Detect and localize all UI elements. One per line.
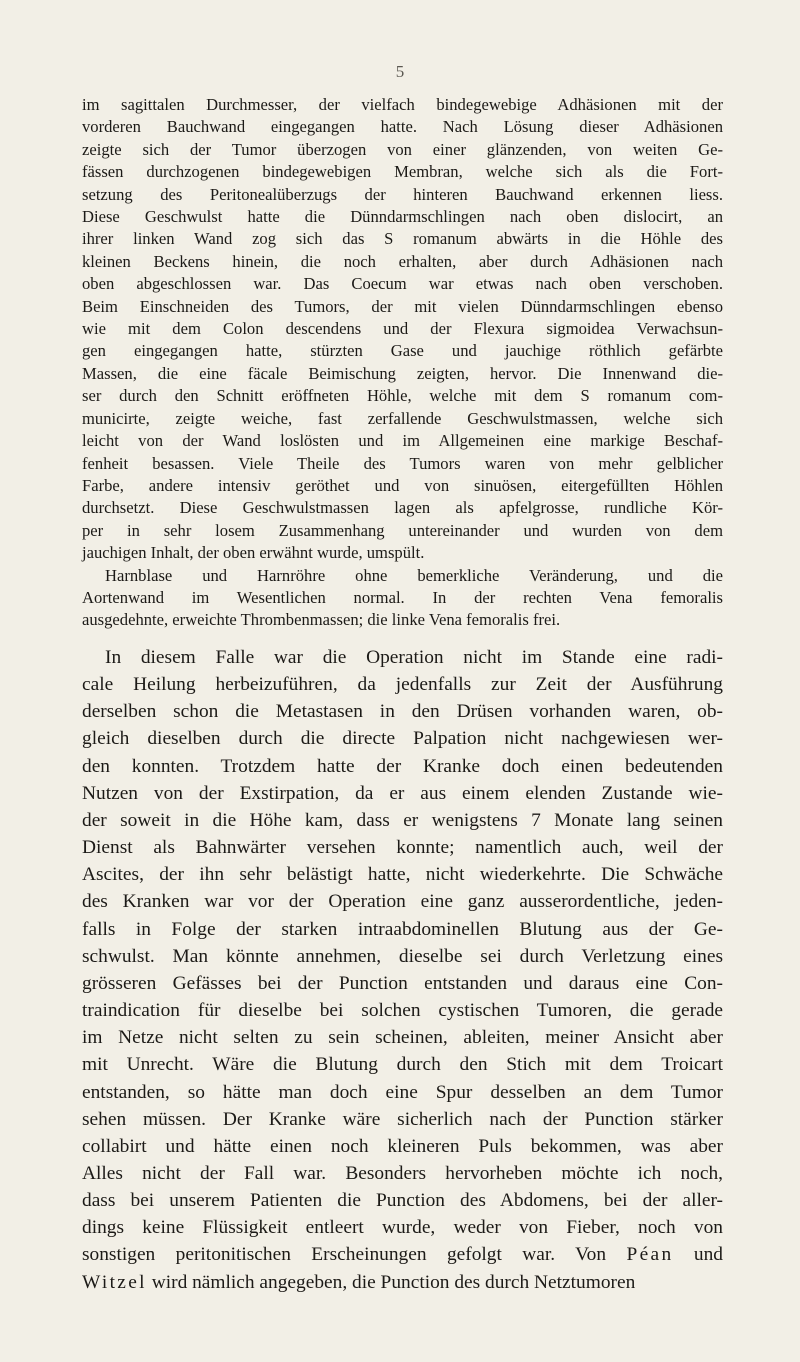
main-paragraph: [82, 644, 723, 1296]
text-fragment: sonstigen peritonitischen Erscheinungen gefolgt war. Von: [82, 1244, 627, 1266]
text-line: jauchigen Inhalt, der oben erwähnt wurde, umspült.: [82, 543, 425, 563]
text-line: entstanden, so hätte man doch eine Spur desselben an dem Tumor: [82, 1081, 723, 1103]
text-line: zeigte sich der Tumor überzogen von einer glänzenden, von weiten Ge-: [82, 139, 723, 159]
paragraph-1: [82, 94, 723, 565]
text-line: falls in Folge der starken intraabdominellen Blutung aus der Ge-: [82, 918, 723, 940]
text-line: collabirt und hätte einen noch kleineren Puls bekommen, was aber: [82, 1135, 723, 1157]
text-line: setzung des Peritonealüberzugs der hinteren Bauchwand erkennen liess.: [82, 184, 723, 204]
text-line: ser durch den Schnitt eröffneten Höhle, welche mit dem S romanum com-: [82, 386, 723, 406]
text-line: durchsetzt. Diese Geschwulstmassen lagen als apfelgrosse, rundliche Kör-: [82, 498, 723, 518]
text-line: Alles nicht der Fall war. Besonders hervorheben möchte ich noch,: [82, 1162, 723, 1184]
text-line: cale Heilung herbeizuführen, da jedenfalls zur Zeit der Ausführung: [82, 674, 723, 696]
text-line: Beim Einschneiden des Tumors, der mit vielen Dünndarmschlingen ebenso: [82, 296, 723, 316]
text-line: Harnblase und Harnröhre ohne bemerkliche Veränderung, und die: [105, 565, 723, 585]
text-fragment: wird nämlich angegeben, die Punction des durch Netztumoren: [146, 1271, 636, 1293]
text-fragment: und: [673, 1244, 723, 1266]
text-line: grösseren Gefässes bei der Punction entstanden und daraus eine Con-: [82, 972, 723, 994]
paragraph-2: [82, 565, 723, 632]
text-line: In diesem Falle war die Operation nicht im Stande eine radi-: [105, 647, 723, 668]
text-line: ausgedehnte, erweichte Thrombenmassen; die linke Vena femoralis frei.: [82, 610, 561, 630]
text-line: oben abgeschlossen war. Das Coecum war etwas nach oben verschoben.: [82, 274, 723, 294]
text-line: ihrer linken Wand zog sich das S romanum abwärts in die Höhle des: [82, 229, 723, 249]
text-line: fenheit besassen. Viele Theile des Tumors waren von mehr gelblicher: [82, 453, 723, 473]
text-line: Nutzen von der Exstirpation, da er aus einem elenden Zustande wie-: [82, 782, 723, 804]
text-line: dings keine Flüssigkeit entleert wurde, weder von Fieber, noch von: [82, 1217, 723, 1239]
text-line: derselben schon die Metastasen in den Drüsen vorhanden waren, ob-: [82, 701, 723, 723]
text-line: wie mit dem Colon descendens und der Flexura sigmoidea Verwachsun-: [82, 319, 723, 339]
text-line: Aortenwand im Wesentlichen normal. In der rechten Vena femoralis: [82, 587, 723, 607]
text-line: im Netze nicht selten zu sein scheinen, ableiten, meiner Ansicht aber: [82, 1027, 723, 1049]
text-line: dass bei unserem Patienten die Punction des Abdomens, bei der aller-: [82, 1190, 723, 1212]
text-line: Diese Geschwulst hatte die Dünndarmschlingen nach oben dislocirt, an: [82, 207, 723, 227]
text-line: Dienst als Bahnwärter versehen konnte; namentlich auch, weil der: [82, 837, 723, 859]
text-line: sehen müssen. Der Kranke wäre sicherlich nach der Punction stärker: [82, 1108, 723, 1130]
author-name-witzel: Witzel: [82, 1271, 147, 1293]
text-line: leicht von der Wand loslösten und im Allgemeinen eine markige Beschaf-: [82, 431, 723, 451]
text-line: des Kranken war vor der Operation eine ganz ausserordentliche, jeden-: [82, 891, 723, 913]
text-line: [82, 1241, 723, 1268]
text-line: traindication für dieselbe bei solchen cystischen Tumoren, die gerade: [82, 1000, 723, 1022]
text-line: der soweit in die Höhe kam, dass er wenigstens 7 Monate lang seinen: [82, 809, 723, 831]
text-line: gen eingegangen hatte, stürzten Gase und jauchige röthlich gefärbte: [82, 341, 723, 361]
text-line: [82, 1269, 723, 1296]
small-print-section: [82, 94, 723, 632]
text-line: Massen, die eine fäcale Beimischung zeigten, hervor. Die Innenwand die-: [82, 363, 723, 383]
text-line: gleich dieselben durch die directe Palpation nicht nachgewiesen wer-: [82, 728, 723, 750]
text-line: municirte, zeigte weiche, fast zerfallende Geschwulstmassen, welche sich: [82, 408, 723, 428]
text-line: mit Unrecht. Wäre die Blutung durch den Stich mit dem Troicart: [82, 1054, 723, 1076]
text-line: Farbe, andere intensiv geröthet und von sinuösen, eitergefüllten Höhlen: [82, 475, 723, 495]
text-line: kleinen Beckens hinein, die noch erhalten, aber durch Adhäsionen nach: [82, 251, 723, 271]
text-line: vorderen Bauchwand eingegangen hatte. Nach Lösung dieser Adhäsionen: [82, 117, 723, 137]
text-line: per in sehr losem Zusammenhang untereinander und wurden von dem: [82, 520, 723, 540]
text-line: fässen durchzogenen bindegewebigen Membran, welche sich als die Fort-: [82, 162, 723, 182]
text-line: im sagittalen Durchmesser, der vielfach bindegewebige Adhäsionen mit der: [82, 95, 723, 114]
text-line: Ascites, der ihn sehr belästigt hatte, nicht wiederkehrte. Die Schwäche: [82, 864, 723, 886]
author-name-pean: Péan: [626, 1244, 674, 1266]
text-line: den konnten. Trotzdem hatte der Kranke doch einen bedeutenden: [82, 755, 723, 777]
page-number: 5: [395, 62, 405, 81]
text-line: schwulst. Man könnte annehmen, dieselbe sei durch Verletzung eines: [82, 945, 723, 967]
